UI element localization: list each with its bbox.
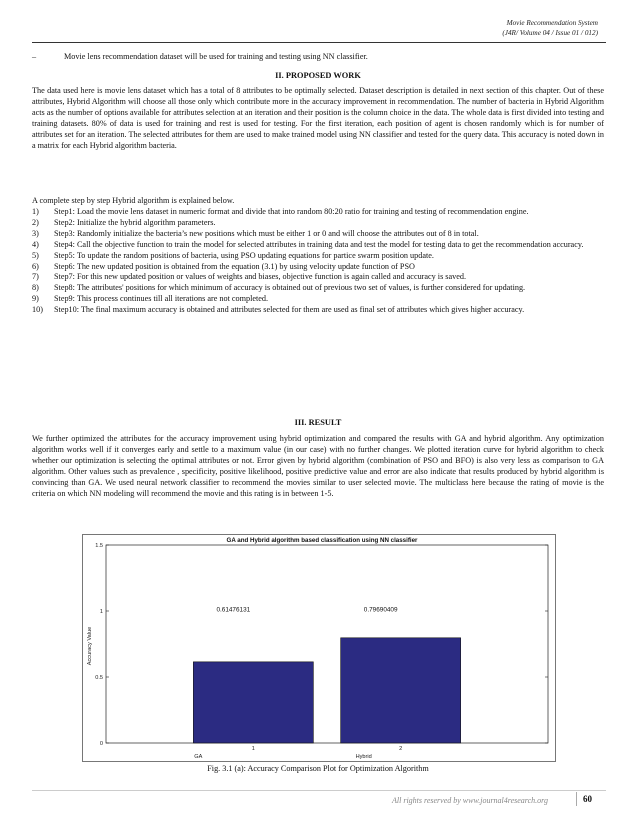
- x-axis-label-ga: GA: [194, 754, 203, 760]
- step-text: Step4: Call the objective function to train the model for selected attributes in training data and test the model for testing data to get the recommendation accuracy.: [54, 239, 584, 249]
- step-text: Step8: The attributes' positions for which minimum of accuracy is obtained out of previous two set of values, is further considered for updating.: [54, 283, 526, 293]
- y-tick-label: 0: [99, 741, 103, 747]
- step-text: Step6: The new updated position is obtained from the equation (3.1) by using velocity update function of PSO: [54, 261, 415, 271]
- step-number: 10): [32, 305, 43, 315]
- steps-intro: A complete step by step Hybrid algorithm is explained below.: [32, 196, 235, 205]
- step-number: 9): [32, 294, 39, 304]
- header-rule: [32, 42, 606, 43]
- step-text: Step9: This process continues till all iterations are not completed.: [54, 294, 269, 304]
- result-paragraph: We further optimized the attributes for the accuracy improvement using hybrid optimization and compared the results with GA and hybrid algorithm. Any optimization algorithm works well if it converges early and settle to a maximum value (in our case) with no further changes. We plotted iteration curve for hybrid algorithm to check whether our optimization is selecting the optimal attributes or not. Error given by hybrid algorithm (combination of PSO and BFO) is also very less as comparison to GA algorithm. Other values such as prevalence , specificity, positive likelihood, positive predictive value and error are also indicate that results produced by hybrid algorithm is convincing than GA. We used neural network classifier to recommend the movies similar to user selected movie. The multiclass here because the rating of movie is the criteria on which NN modeling will recommend the movie and this rating is in between 1-5.: [32, 434, 604, 498]
- x-tick-label: 1: [251, 746, 255, 752]
- bullet-text: Movie lens recommendation dataset will be used for training and testing using NN classifier.: [64, 52, 368, 61]
- value-label: 0.61476131: [216, 606, 251, 614]
- accuracy-comparison-figure: [82, 534, 556, 762]
- list-item: [32, 272, 604, 283]
- step-text: Step1: Load the movie lens dataset in numeric format and divide that into random 80:20 ratio for training and testing of recommendation engine.: [54, 207, 529, 216]
- list-item: [32, 207, 604, 218]
- proposed-work-paragraph: The data used here is movie lens dataset which has a total of 8 attributes to be optimally selected. Dataset description is detailed in next section of this chapter. Out of these attributes, Hybrid Algorithm will choose all those only which contribute more in the accuracy improvement in recommendation. The number of bacteria in Hybrid Algorithm acts as the number of options available for attributes selection at an iteration and their position is the column choice in the data. The whole data is first divided into testing and training datasets. 80% of data is used for training and rest is used for testing. For the first iteration, each position of agent is chosen randomly which is for number of attributes set for an iteration. The selected attributes for them are used to make trained model using NN classifier and tested for the query data. This accuracy is noted down in a matrix for each Hybrid algorithm bacteria.: [32, 86, 604, 150]
- bar-chart: [82, 534, 556, 762]
- x-tick-label: 2: [399, 746, 403, 752]
- bar-ga: [193, 662, 313, 743]
- bullet-mark: –: [32, 52, 37, 61]
- header-title: Movie Recommendation System: [506, 19, 598, 27]
- step-number: 3): [32, 228, 39, 238]
- figure-caption: Fig. 3.1 (a): Accuracy Comparison Plot for Optimization Algorithm: [207, 764, 429, 773]
- y-tick-label: 0.5: [95, 675, 103, 681]
- list-item: [32, 283, 604, 294]
- step-number: 5): [32, 250, 39, 260]
- running-header: [502, 18, 598, 38]
- section-heading-proposed-work: II. PROPOSED WORK: [275, 71, 361, 80]
- bar-hybrid: [341, 638, 461, 743]
- header-volume: (J4R/ Volume 04 / Issue 01 / 012): [502, 29, 598, 37]
- list-item: [32, 262, 604, 273]
- x-axis-label-hybrid: Hybrid: [355, 754, 372, 760]
- step-text: Step2: Initialize the hybrid algorithm parameters.: [54, 217, 216, 227]
- step-number: 4): [32, 239, 39, 249]
- section-heading-result: III. RESULT: [294, 418, 342, 427]
- step-number: 1): [32, 207, 39, 216]
- list-item: [32, 229, 604, 240]
- page-number: 60: [576, 792, 598, 806]
- list-item: [32, 218, 604, 229]
- list-item: [32, 305, 604, 316]
- value-label: 0.79690409: [363, 606, 398, 614]
- y-tick-label: 1: [99, 609, 103, 615]
- list-item: [32, 251, 604, 262]
- intro-bullet: [32, 52, 604, 61]
- step-number: 7): [32, 272, 39, 282]
- step-text: Step10: The final maximum accuracy is obtained and attributes selected for them are used as final set of attributes which gives higher accuracy.: [54, 305, 525, 315]
- y-tick-label: 1.5: [95, 543, 103, 549]
- step-number: 6): [32, 261, 39, 271]
- step-number: 2): [32, 217, 39, 227]
- footer-rule: [32, 790, 606, 791]
- footer-rights: All rights reserved by www.journal4research.org: [392, 796, 548, 805]
- list-item: [32, 294, 604, 305]
- chart-title: GA and Hybrid algorithm based classification using NN classifier: [226, 537, 418, 544]
- figure-frame: [83, 535, 556, 762]
- step-text: Step7: For this new updated position or values of weights and biases, objective function is again called and accuracy is saved.: [54, 272, 466, 282]
- list-item: [32, 240, 604, 251]
- step-number: 8): [32, 283, 39, 293]
- step-text: Step5: To update the random positions of bacteria, using PSO updating equations for partice swarm position update.: [54, 250, 434, 260]
- step-text: Step3: Randomly initialize the bacteria’s new positions which must be either 1 or 0 and will choose the attributes out of 8 in total.: [54, 228, 479, 238]
- algorithm-steps-list: [32, 207, 604, 316]
- y-axis-label: Accuracy Value: [87, 626, 93, 666]
